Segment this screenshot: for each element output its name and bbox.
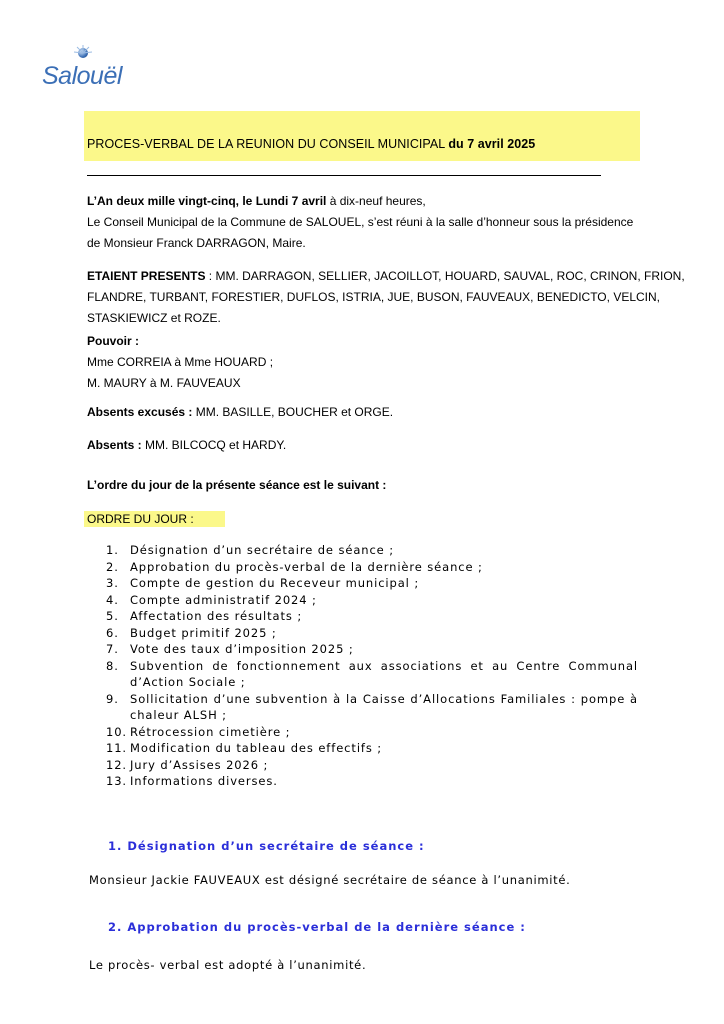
agenda-item [106, 592, 638, 609]
title-rule [87, 175, 601, 176]
presents-paragraph [87, 266, 685, 329]
presents-names-1: : MM. DARRAGON, SELLIER, JACOILLOT, HOUARD, SAUVAL, ROC, CRINON, FRION, [205, 269, 685, 283]
agenda-number: 11. [106, 741, 127, 755]
excuses-line [87, 402, 393, 423]
agenda-text: Modification du tableau des effectifs ; [130, 741, 383, 755]
agenda-text: Vote des taux d’imposition 2025 ; [130, 642, 354, 656]
agenda-text: Affectation des résultats ; [130, 609, 303, 623]
agenda-item [106, 674, 638, 691]
agenda-number: 10. [106, 724, 127, 739]
agenda-text: Budget primitif 2025 ; [130, 625, 277, 640]
presents-line-3: STASKIEWICZ et ROZE. [87, 311, 221, 325]
agenda-text: d’Action Sociale ; [130, 675, 246, 689]
presents-label: ETAIENT PRESENTS [87, 269, 206, 283]
agenda-number: 3. [106, 576, 119, 590]
absents-names: MM. BILCOCQ et HARDY. [141, 438, 287, 452]
agenda-item [106, 542, 638, 559]
absents-line [87, 435, 286, 456]
agenda-number: 2. [106, 559, 119, 574]
agenda-text: Rétrocession cimetière ; [130, 724, 291, 739]
pouvoir-item: M. MAURY à M. FAUVEAUX [87, 376, 241, 390]
agenda-item [106, 691, 638, 708]
section-body: Le procès- verbal est adopté à l’unanimité. [89, 958, 367, 972]
intro-paragraph [87, 191, 637, 254]
agenda-number: 6. [106, 625, 119, 640]
title-plain: PROCES-VERBAL DE LA REUNION DU CONSEIL MUNICIPAL [87, 137, 449, 151]
agenda-item [106, 757, 638, 774]
agenda-text: Approbation du procès-verbal de la dernière séance ; [130, 559, 483, 574]
agenda-number [106, 707, 130, 724]
title-date: du 7 avril 2025 [448, 137, 536, 151]
pouvoir-block [87, 331, 273, 394]
agenda-text: Sollicitation d’une subvention à la Caisse d’Allocations Familiales : pompe à [130, 691, 638, 706]
excuses-names: MM. BASILLE, BOUCHER et ORGE. [192, 405, 394, 419]
agenda-number: 5. [106, 609, 119, 623]
agenda-text: Subvention de fonctionnement aux associations et au Centre Communal [130, 658, 638, 673]
ordre-intro-text: L’ordre du jour de la présente séance est le suivant : [87, 478, 387, 492]
agenda-item [106, 707, 638, 724]
absents-label: Absents : [87, 438, 142, 452]
agenda-number: 4. [106, 592, 119, 607]
excuses-label: Absents excusés : [87, 405, 193, 419]
agenda-text: Désignation d’un secrétaire de séance ; [130, 543, 394, 557]
agenda-item [106, 608, 638, 625]
presents-line-2: FLANDRE, TURBANT, FORESTIER, DUFLOS, ISTRIA, JUE, BUSON, FAUVEAUX, BENEDICTO, VELCIN, [87, 290, 660, 304]
agenda-item [106, 740, 638, 757]
agenda-text: chaleur ALSH ; [130, 708, 227, 722]
agenda-item [106, 658, 638, 675]
logo-text: Salouël [42, 62, 122, 90]
pouvoir-label: Pouvoir : [87, 334, 140, 348]
intro-line-3: de Monsieur Franck DARRAGON, Maire. [87, 236, 306, 250]
title-banner [84, 111, 640, 161]
salouel-logo [40, 44, 130, 96]
agenda-number: 8. [106, 658, 119, 673]
agenda-text: Compte administratif 2024 ; [130, 592, 317, 607]
agenda-text: Informations diverses. [130, 774, 278, 788]
agenda-list [106, 542, 638, 790]
agenda-text: Jury d’Assises 2026 ; [130, 757, 269, 772]
presents-line-1 [87, 266, 685, 287]
agenda-number: 9. [106, 691, 119, 706]
agenda-item [106, 724, 638, 741]
agenda-text: Compte de gestion du Receveur municipal ; [130, 576, 420, 590]
ordre-label: ORDRE DU JOUR : [87, 512, 194, 526]
agenda-item [106, 625, 638, 642]
agenda-number [106, 674, 130, 691]
agenda-number: 7. [106, 642, 119, 656]
agenda-number: 12. [106, 757, 127, 772]
intro-date: L’An deux mille vingt-cinq, le Lundi 7 avril [87, 194, 327, 208]
section-body: Monsieur Jackie FAUVEAUX est désigné secrétaire de séance à l’unanimité. [89, 873, 571, 887]
agenda-item [106, 559, 638, 576]
section-heading: 1. Désignation d’un secrétaire de séance : [108, 839, 425, 853]
agenda-item [106, 641, 638, 658]
page-title [87, 137, 535, 151]
agenda-number: 13. [106, 774, 127, 788]
intro-line-2: Le Conseil Municipal de la Commune de SALOUEL, s’est réuni à la salle d’honneur sous la présidence [87, 215, 634, 229]
agenda-number: 1. [106, 543, 119, 557]
intro-line-1 [87, 191, 637, 212]
pouvoir-item: Mme CORREIA à Mme HOUARD ; [87, 355, 274, 369]
agenda-item [106, 575, 638, 592]
ordre-intro [87, 475, 386, 496]
agenda-item [106, 773, 638, 790]
intro-time: à dix-neuf heures, [326, 194, 426, 208]
section-heading: 2. Approbation du procès-verbal de la dernière séance : [108, 920, 526, 934]
